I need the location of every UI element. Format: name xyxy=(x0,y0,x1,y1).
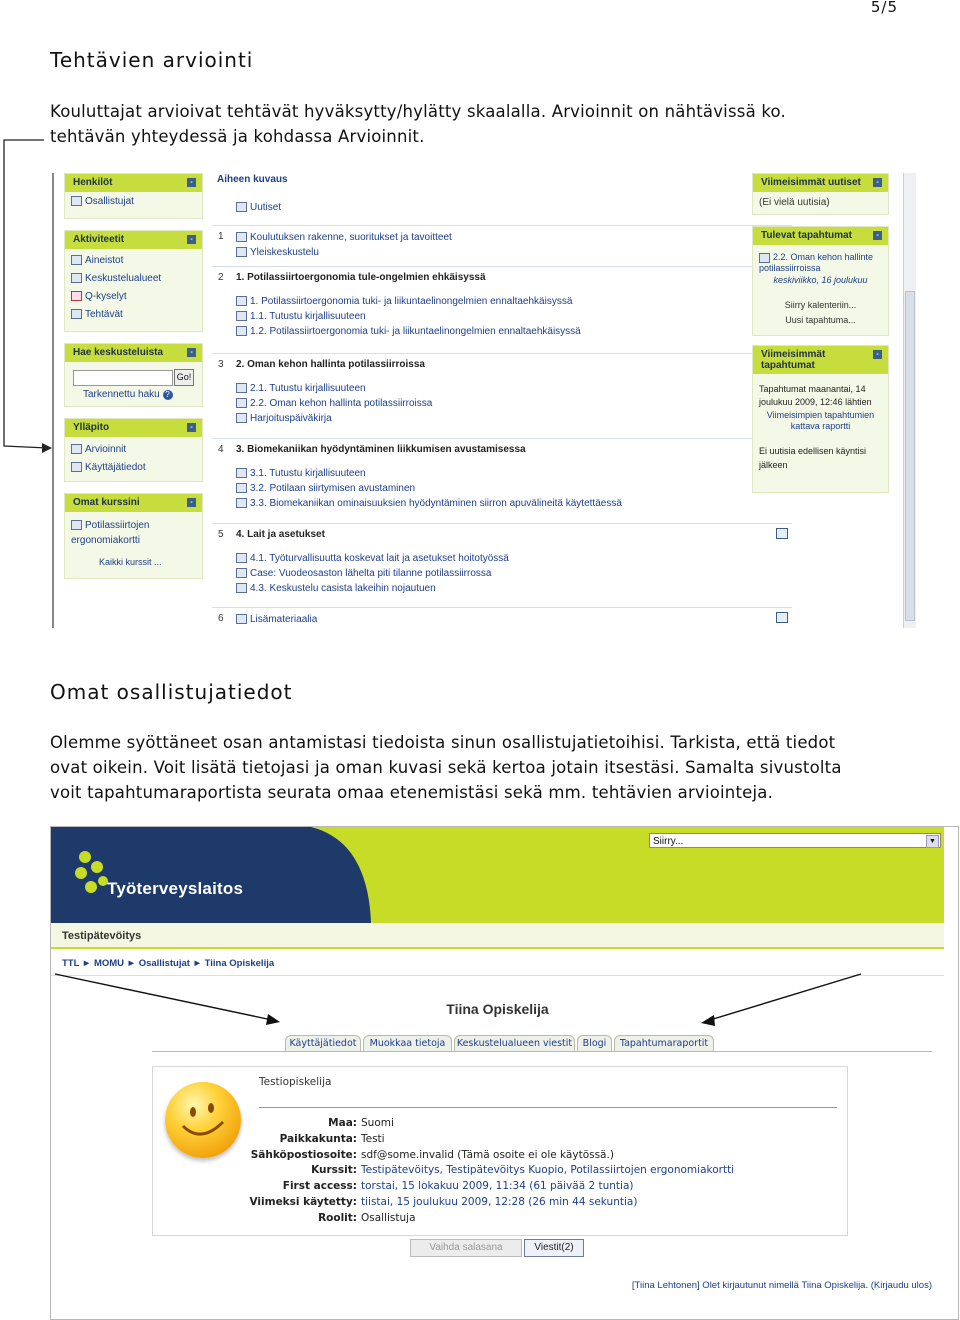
resource-icon xyxy=(236,383,247,393)
page-number: 5/5 xyxy=(870,0,898,16)
search-input[interactable] xyxy=(73,370,173,386)
link-osallistujat[interactable]: Osallistujat xyxy=(71,196,134,207)
field-label: Roolit: xyxy=(318,1211,357,1224)
users-icon xyxy=(71,196,82,206)
topic-link[interactable]: Harjoituspäiväkirja xyxy=(236,413,332,424)
forum-icon xyxy=(236,202,247,212)
course-title: Testipätevöitys xyxy=(62,930,142,942)
topic-link[interactable]: 2.1. Tutustu kirjallisuuteen xyxy=(236,383,366,394)
link-news[interactable]: Uutiset xyxy=(236,202,281,213)
block-aktiviteetit xyxy=(64,230,203,332)
field-value: Testi xyxy=(361,1132,385,1145)
topic-number: 4 xyxy=(218,444,224,455)
link-kayttajatiedot[interactable]: Käyttäjätiedot xyxy=(71,462,146,473)
jump-select[interactable]: Siirry... ▼ xyxy=(649,833,941,848)
topic-title: 2. Oman kehon hallinta potilassiirroissa xyxy=(236,359,425,370)
block-yllapito xyxy=(64,418,203,482)
section-title-profile: Omat osallistujatiedot xyxy=(50,680,293,704)
questionnaire-icon xyxy=(71,291,82,301)
course-summary xyxy=(212,173,792,223)
profile-field xyxy=(153,1180,843,1194)
link-aineistot[interactable]: Aineistot xyxy=(71,255,123,266)
calendar-link[interactable]: Siirry kalenteriin... xyxy=(784,300,857,310)
field-label: Kurssit: xyxy=(311,1164,357,1177)
topic-link[interactable]: 1.1. Tutustu kirjallisuuteen xyxy=(236,311,366,322)
topic-title: 1. Potilassiirtoergonomia tule-ongelmien ehkäisyssä xyxy=(236,272,486,283)
collapse-topic-icon[interactable] xyxy=(776,528,788,539)
profile-field xyxy=(153,1149,843,1163)
resource-icon xyxy=(236,247,247,257)
logo-text: Työterveyslaitos xyxy=(107,879,244,898)
link-q-kyselyt[interactable]: Q-kyselyt xyxy=(71,291,127,302)
field-label: Sähköpostiosoite: xyxy=(250,1148,357,1161)
field-label: Viimeksi käytetty: xyxy=(249,1196,357,1208)
profile-field xyxy=(153,1164,843,1178)
resource-icon xyxy=(236,553,247,563)
collapse-icon[interactable]: - xyxy=(873,350,882,359)
resource-icon xyxy=(236,326,247,336)
topic-number: 2 xyxy=(218,272,224,283)
course-page-screenshot xyxy=(52,173,917,628)
course-topic xyxy=(212,607,792,628)
field-value: Osallistuja xyxy=(361,1211,416,1224)
assignment-icon xyxy=(71,309,82,319)
breadcrumb-item[interactable]: TTL xyxy=(62,958,80,969)
tab-keskustelualueen-viestit[interactable]: Keskustelualueen viestit xyxy=(454,1035,575,1052)
full-report-link-line2[interactable]: kattava raportti xyxy=(790,421,851,431)
field-value[interactable]: Testipätevöitys, Testipätevöitys Kuopio, Potilassiirtojen ergonomiakortti xyxy=(361,1164,735,1177)
topic-number: 1 xyxy=(218,231,224,242)
pointer-arrow xyxy=(0,130,60,460)
profile-field xyxy=(153,1196,843,1210)
paragraph-line: Kouluttajat arvioivat tehtävät hyväksytty/hylätty skaalalla. Arvioinnit on nähtävissä ko. xyxy=(50,102,786,121)
section-paragraph-profile xyxy=(50,730,842,805)
tab-blogi[interactable]: Blogi xyxy=(577,1035,612,1052)
collapse-icon[interactable]: - xyxy=(187,178,196,187)
resource-icon xyxy=(236,568,247,578)
block-uutiset xyxy=(752,173,889,215)
resource-icon xyxy=(236,583,247,593)
no-news-line: Ei uutisia edellisen käyntisi xyxy=(759,446,867,456)
field-value: Suomi xyxy=(361,1117,394,1129)
event-link[interactable]: 2.2. Oman kehon hallinte potilassiirroissa xyxy=(759,252,874,273)
resource-icon xyxy=(236,614,247,624)
topic-link[interactable]: Case: Vuodeosaston lähelta piti tilanne potilassiirrossa xyxy=(236,568,491,579)
link-course-line2[interactable]: ergonomiakortti xyxy=(71,535,140,546)
section-title-assessment: Tehtävien arviointi xyxy=(50,48,254,72)
block-title: Henkilöt xyxy=(73,177,113,188)
event-date: keskiviikko, 16 joulukuu xyxy=(773,275,868,285)
block-title-line2: tapahtumat xyxy=(761,360,815,371)
topic-title: 3. Biomekaniikan hyödyntäminen liikkumisen avustamisessa xyxy=(236,444,526,455)
link-tehtavat[interactable]: Tehtävät xyxy=(71,309,123,320)
field-label: First access: xyxy=(282,1180,357,1193)
block-title: Aktiviteetit xyxy=(73,234,125,245)
resource-icon xyxy=(236,232,247,242)
tab-tapahtumaraportit[interactable]: Tapahtumaraportit xyxy=(614,1035,714,1052)
since-line: Tapahtumat maanantai, 14 xyxy=(759,384,866,394)
tab-muokkaa-tietoja[interactable]: Muokkaa tietoja xyxy=(363,1035,452,1052)
assignment-icon xyxy=(759,253,770,263)
resource-icon xyxy=(236,398,247,408)
field-value: sdf@some.invalid (Tämä osoite ei ole käytössä.) xyxy=(361,1148,614,1161)
block-title: Viimeisimmät uutiset xyxy=(761,177,861,188)
messages-button[interactable]: Viestit(2) xyxy=(524,1239,584,1257)
block-title: Tulevat tapahtumat xyxy=(761,230,852,241)
topic-number: 5 xyxy=(218,529,224,540)
collapse-topic-icon[interactable] xyxy=(776,612,788,623)
block-title: Hae keskusteluista xyxy=(73,347,164,358)
field-label: Paikkakunta: xyxy=(279,1132,357,1145)
topic-link[interactable]: 2.2. Oman kehon hallinta potilassiirroissa xyxy=(236,398,432,409)
forum-icon xyxy=(71,273,82,283)
block-omat-kurssini xyxy=(64,493,203,579)
breadcrumb-item[interactable]: MOMU xyxy=(93,958,125,969)
block-hae xyxy=(64,343,203,407)
collapse-icon[interactable]: - xyxy=(873,178,882,187)
block-viimeisimmat xyxy=(752,345,889,493)
block-title: Omat kurssini xyxy=(73,497,140,508)
help-icon[interactable]: ? xyxy=(163,390,173,400)
resource-icon xyxy=(236,311,247,321)
paragraph-line: tehtävän yhteydessä ja kohdassa Arvioinnit. xyxy=(50,127,425,146)
link-all-courses[interactable]: Kaikki kurssit ... xyxy=(99,557,162,567)
profile-name-heading: Tiina Opiskelija xyxy=(446,1001,549,1017)
breadcrumb: TTL ► MOMU ► Osallistujat ► Tiina Opiskelija xyxy=(62,958,275,969)
topic-link[interactable]: 3.3. Biomekaniikan ominaisuuksien hyödyntäminen siirron apuvälineitä käytettäessä xyxy=(236,498,622,509)
resource-icon xyxy=(236,413,247,423)
profile-box xyxy=(152,1066,848,1236)
section-paragraph-assessment xyxy=(50,99,786,149)
block-henkilot xyxy=(64,173,203,219)
since-line: joulukuu 2009, 12:46 lähtien xyxy=(759,397,872,407)
block-title: Viimeisimmät xyxy=(761,349,826,360)
topic-link[interactable]: 4.1. Työturvallisuutta koskevat lait ja asetukset hoitotyössä xyxy=(236,553,509,564)
topic-number: 3 xyxy=(218,359,224,370)
link-arvioinnit[interactable]: Arvioinnit xyxy=(71,444,126,455)
collapse-icon[interactable]: - xyxy=(187,348,196,357)
collapse-icon[interactable]: - xyxy=(187,235,196,244)
chevron-down-icon: ▼ xyxy=(926,835,939,848)
topic-link[interactable]: Lisämateriaalia xyxy=(236,614,317,625)
resource-icon xyxy=(236,296,247,306)
profile-field xyxy=(153,1212,843,1226)
topic-link[interactable]: 1. Potilassiirtoergonomia tuki- ja liikuntaelinongelmien ennaltaehkäisyssä xyxy=(236,296,572,307)
resource-icon xyxy=(236,468,247,478)
advanced-search-link[interactable]: Tarkennettu haku ? xyxy=(83,389,173,400)
course-topic xyxy=(212,225,792,264)
breadcrumb-item: Tiina Opiskelija xyxy=(204,958,275,969)
collapse-icon[interactable]: - xyxy=(873,231,882,240)
field-value: tiistai, 15 joulukuu 2009, 12:28 (26 min 44 sekuntia) xyxy=(361,1196,638,1208)
collapse-icon[interactable]: - xyxy=(187,498,196,507)
full-report-link[interactable]: Viimeisimpien tapahtumien xyxy=(766,410,875,420)
link-course[interactable]: Potilassiirtojen xyxy=(71,520,149,531)
course-topic xyxy=(212,438,792,523)
course-topic xyxy=(212,266,792,351)
topic-link[interactable]: Yleiskeskustelu xyxy=(236,247,319,258)
login-info-footer: [Tiina Lehtonen] Olet kirjautunut nimellä Tiina Opiskelija. (Kirjaudu ulos) xyxy=(631,1280,932,1291)
topic-number: 6 xyxy=(218,613,224,624)
block-tulevat xyxy=(752,226,889,336)
paragraph-line: Olemme syöttäneet osan antamistasi tiedoista sinun osallistujatietoihisi. Tarkista, että tiedot xyxy=(50,733,836,752)
search-go-button[interactable]: Go! xyxy=(174,369,194,386)
header-logo-area xyxy=(51,827,381,923)
resource-icon xyxy=(236,498,247,508)
field-value: torstai, 15 lokakuu 2009, 11:34 (61 päivää 2 tuntia) xyxy=(361,1180,634,1193)
annotation-arrows xyxy=(50,960,870,1030)
topic-link[interactable]: 4.3. Keskustelu casista lakeihin nojautuen xyxy=(236,583,436,594)
topic-link[interactable]: 3.1. Tutustu kirjallisuuteen xyxy=(236,468,366,479)
topic-link[interactable]: Koulutuksen rakenne, suoritukset ja tavoitteet xyxy=(236,232,452,243)
profile-icon xyxy=(71,462,82,472)
paragraph-line: ovat oikein. Voit lisätä tietojasi ja oman kuvasi sekä kertoa jotain itsestäsi. Samalta sivustolta xyxy=(50,758,842,777)
collapse-icon[interactable]: - xyxy=(187,423,196,432)
summary-header: Aiheen kuvaus xyxy=(217,174,288,185)
course-topic xyxy=(212,353,792,438)
no-news-text: (Ei vielä uutisia) xyxy=(759,197,830,208)
topic-link[interactable]: 1.2. Potilassiirtoergonomia tuki- ja liikuntaelinongelmien ennaltaehkäisyssä xyxy=(236,326,581,337)
topic-link[interactable]: 3.2. Potilaan siirtymisen avustaminen xyxy=(236,483,415,494)
scrollbar[interactable] xyxy=(903,173,916,628)
profile-field xyxy=(153,1133,843,1147)
block-title: Ylläpito xyxy=(73,422,110,433)
course-icon xyxy=(71,520,82,530)
breadcrumb-item[interactable]: Osallistujat xyxy=(138,958,190,969)
course-topic xyxy=(212,523,792,608)
tab-kayttajatiedot[interactable]: Käyttäjätiedot xyxy=(285,1035,361,1052)
profile-description: Testiopiskelija xyxy=(259,1076,332,1088)
grades-icon xyxy=(71,444,82,454)
paragraph-line: voit tapahtumaraportista seurata omaa etenemistäsi sekä mm. tehtävien arviointeja. xyxy=(50,783,774,802)
link-keskustelualueet[interactable]: Keskustelualueet xyxy=(71,273,161,284)
profile-field xyxy=(153,1117,843,1131)
new-event-link[interactable]: Uusi tapahtuma... xyxy=(785,315,856,325)
no-news-line: jälkeen xyxy=(759,460,788,470)
field-label: Maa: xyxy=(328,1117,357,1129)
topic-title: 4. Lait ja asetukset xyxy=(236,529,325,540)
change-password-button[interactable]: Vaihda salasana xyxy=(410,1239,522,1257)
resource-icon xyxy=(71,255,82,265)
resource-icon xyxy=(236,483,247,493)
